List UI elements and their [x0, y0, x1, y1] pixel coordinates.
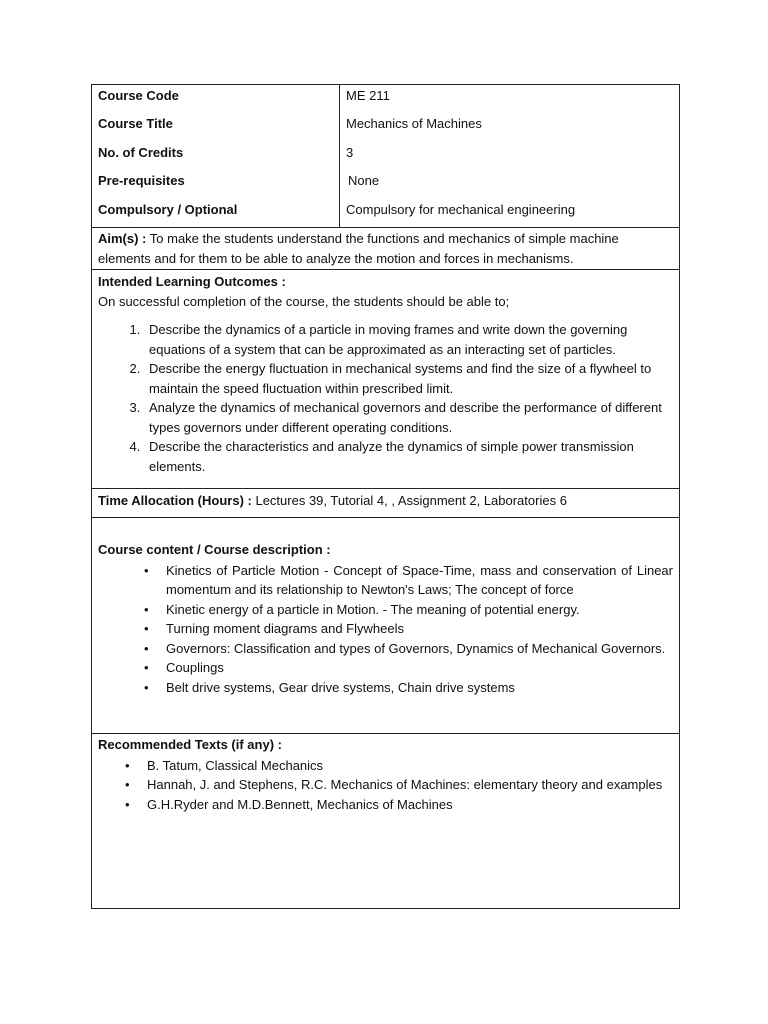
recommended-texts-section	[92, 733, 679, 908]
time-label: Time Allocation (Hours) :	[98, 493, 252, 508]
learning-outcomes-section	[92, 269, 679, 488]
content-item: • Couplings	[166, 658, 673, 678]
prerequisites-value: None	[348, 173, 380, 189]
time-allocation-section	[92, 488, 679, 517]
course-meta-section	[92, 85, 679, 227]
ilo-list	[98, 320, 673, 476]
time-value: Lectures 39, Tutorial 4, , Assignment 2, Laboratories 6	[255, 493, 567, 508]
text-item: • B. Tatum, Classical Mechanics	[147, 756, 673, 776]
content-item: • Kinetics of Particle Motion - Concept of Space-Time, mass and conservation of Linear momentum and its relationship to Newton's Laws; The concept of force	[166, 561, 673, 600]
ilo-item: 1. Describe the dynamics of a particle in moving frames and write down the governing equations of a system that can be approximated as an interacting set of particles.	[144, 320, 673, 359]
ilo-item: 4. Describe the characteristics and analyze the dynamics of simple power transmission elements.	[144, 437, 673, 476]
aim-section	[92, 227, 679, 269]
texts-heading: Recommended Texts (if any) :	[98, 737, 282, 752]
course-content-section	[92, 517, 679, 733]
content-item: • Turning moment diagrams and Flywheels	[166, 619, 673, 639]
course-code-label: Course Code	[98, 88, 179, 103]
credits-label: No. of Credits	[98, 144, 184, 160]
course-title-value: Mechanics of Machines	[346, 116, 482, 132]
content-item: • Governors: Classification and types of Governors, Dynamics of Mechanical Governors.	[166, 639, 673, 659]
ilo-intro: On successful completion of the course, the students should be able to;	[98, 294, 510, 309]
text-item: • Hannah, J. and Stephens, R.C. Mechanics of Machines: elementary theory and examples	[147, 775, 673, 795]
ilo-heading: Intended Learning Outcomes :	[98, 274, 286, 289]
course-title-label: Course Title	[98, 116, 173, 132]
credits-value: 3	[346, 144, 354, 160]
meta-values-column	[340, 85, 679, 227]
ilo-item: 3. Analyze the dynamics of mechanical governors and describe the performance of different types governors under different operating conditions.	[144, 398, 673, 437]
ilo-item: 2. Describe the energy fluctuation in mechanical systems and find the size of a flywheel to maintain the speed fluctuation within prescribed limit.	[144, 359, 673, 398]
text-item: • G.H.Ryder and M.D.Bennett, Mechanics of Machines	[147, 795, 673, 815]
texts-list	[98, 756, 673, 815]
compulsory-label: Compulsory / Optional	[98, 201, 238, 217]
prerequisites-label: Pre-requisites	[98, 173, 185, 189]
compulsory-value: Compulsory for mechanical engineering	[346, 201, 576, 217]
aim-text: To make the students understand the functions and mechanics of simple machine elements and for them to be able to analyze the motion and forces in mechanisms.	[98, 231, 619, 266]
content-list	[98, 561, 673, 698]
content-heading: Course content / Course description :	[98, 542, 331, 557]
course-spec-table	[91, 84, 680, 909]
course-code-value: ME 211	[346, 88, 390, 103]
meta-labels-column	[92, 85, 340, 227]
content-item: • Belt drive systems, Gear drive systems, Chain drive systems	[166, 678, 673, 698]
content-item: • Kinetic energy of a particle in Motion. - The meaning of potential energy.	[166, 600, 673, 620]
aim-label: Aim(s) :	[98, 231, 147, 246]
